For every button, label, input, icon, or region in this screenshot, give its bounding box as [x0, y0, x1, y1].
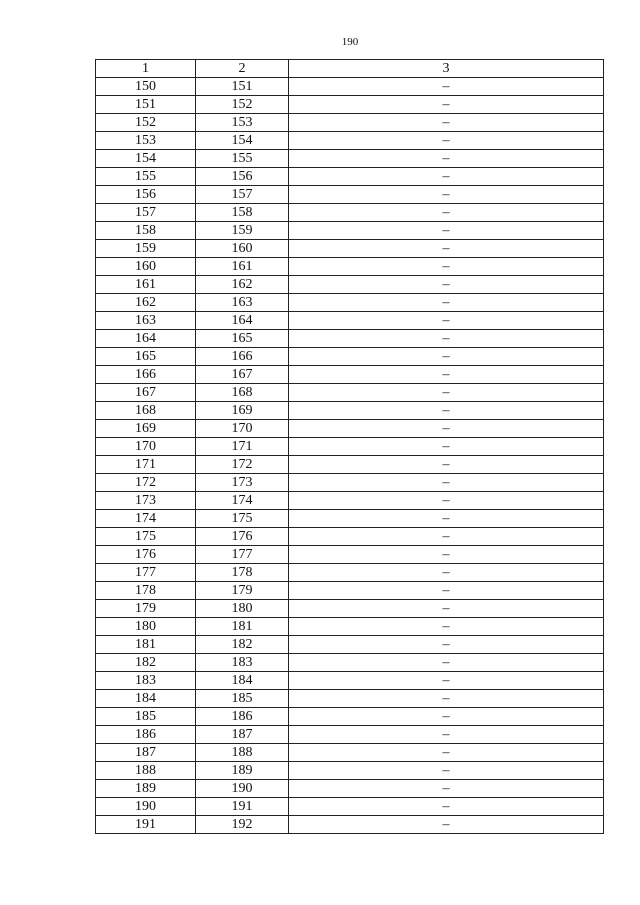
- table-cell-col-2: 173: [196, 474, 289, 492]
- table-cell-col-2: 166: [196, 348, 289, 366]
- table-cell-col-3: –: [289, 744, 604, 762]
- table-cell-col-3: –: [289, 222, 604, 240]
- table-cell-col-1: 160: [96, 258, 196, 276]
- table-cell-col-3: –: [289, 510, 604, 528]
- table-row: [96, 798, 604, 816]
- table-row: [96, 438, 604, 456]
- table-cell-col-1: 155: [96, 168, 196, 186]
- table-cell-col-1: 167: [96, 384, 196, 402]
- table-cell-col-1: 152: [96, 114, 196, 132]
- table-cell-col-2: 169: [196, 402, 289, 420]
- table-row: [96, 690, 604, 708]
- table-cell-col-2: 184: [196, 672, 289, 690]
- table-row: [96, 222, 604, 240]
- table-cell-col-3: –: [289, 600, 604, 618]
- table-cell-col-1: 150: [96, 78, 196, 96]
- table-cell-col-3: –: [289, 186, 604, 204]
- table-cell-col-3: –: [289, 690, 604, 708]
- table-cell-col-2: 158: [196, 204, 289, 222]
- table-cell-col-2: 174: [196, 492, 289, 510]
- table-cell-col-1: 181: [96, 636, 196, 654]
- table-row: [96, 366, 604, 384]
- table-row: [96, 726, 604, 744]
- table-cell-col-3: –: [289, 492, 604, 510]
- table-cell-col-3: –: [289, 330, 604, 348]
- table-cell-col-1: 165: [96, 348, 196, 366]
- table-cell-col-2: 178: [196, 564, 289, 582]
- table-row: [96, 402, 604, 420]
- column-header-2: 2: [196, 60, 289, 78]
- table-row: [96, 528, 604, 546]
- table-cell-col-1: 183: [96, 672, 196, 690]
- table-row: [96, 582, 604, 600]
- table-row: [96, 132, 604, 150]
- table-cell-col-1: 171: [96, 456, 196, 474]
- table-cell-col-3: –: [289, 582, 604, 600]
- table-cell-col-3: –: [289, 546, 604, 564]
- table-cell-col-3: –: [289, 762, 604, 780]
- table-row: [96, 654, 604, 672]
- table-cell-col-3: –: [289, 636, 604, 654]
- table-cell-col-3: –: [289, 672, 604, 690]
- table-cell-col-2: 163: [196, 294, 289, 312]
- table-cell-col-2: 168: [196, 384, 289, 402]
- table-cell-col-2: 156: [196, 168, 289, 186]
- table-cell-col-3: –: [289, 132, 604, 150]
- table-cell-col-3: –: [289, 528, 604, 546]
- table-cell-col-3: –: [289, 240, 604, 258]
- table-row: [96, 546, 604, 564]
- table-header: [96, 60, 604, 78]
- table-cell-col-2: 171: [196, 438, 289, 456]
- table-cell-col-3: –: [289, 708, 604, 726]
- table-cell-col-2: 164: [196, 312, 289, 330]
- table-row: [96, 204, 604, 222]
- table-cell-col-1: 166: [96, 366, 196, 384]
- table-row: [96, 384, 604, 402]
- table-cell-col-1: 157: [96, 204, 196, 222]
- table-cell-col-3: –: [289, 474, 604, 492]
- table-cell-col-3: –: [289, 96, 604, 114]
- table-cell-col-3: –: [289, 168, 604, 186]
- table-cell-col-2: 176: [196, 528, 289, 546]
- table-cell-col-1: 186: [96, 726, 196, 744]
- table-cell-col-1: 161: [96, 276, 196, 294]
- table-cell-col-3: –: [289, 114, 604, 132]
- table-cell-col-1: 170: [96, 438, 196, 456]
- table-cell-col-1: 174: [96, 510, 196, 528]
- table-row: [96, 114, 604, 132]
- table-cell-col-1: 159: [96, 240, 196, 258]
- data-table: [95, 59, 604, 834]
- page-number: 190: [341, 36, 359, 48]
- table-cell-col-3: –: [289, 402, 604, 420]
- table-body: [96, 78, 604, 834]
- table-cell-col-1: 158: [96, 222, 196, 240]
- table-cell-col-2: 186: [196, 708, 289, 726]
- table-cell-col-2: 190: [196, 780, 289, 798]
- table-cell-col-1: 178: [96, 582, 196, 600]
- table-row: [96, 708, 604, 726]
- table-cell-col-2: 153: [196, 114, 289, 132]
- column-header-1: 1: [96, 60, 196, 78]
- table-cell-col-2: 165: [196, 330, 289, 348]
- table-cell-col-2: 167: [196, 366, 289, 384]
- table-cell-col-2: 159: [196, 222, 289, 240]
- table-row: [96, 96, 604, 114]
- table-cell-col-1: 151: [96, 96, 196, 114]
- table-cell-col-2: 187: [196, 726, 289, 744]
- table-cell-col-2: 181: [196, 618, 289, 636]
- table-cell-col-2: 155: [196, 150, 289, 168]
- table-cell-col-3: –: [289, 366, 604, 384]
- table-cell-col-3: –: [289, 204, 604, 222]
- table-cell-col-1: 190: [96, 798, 196, 816]
- table-row: [96, 816, 604, 834]
- table-cell-col-1: 189: [96, 780, 196, 798]
- table-row: [96, 420, 604, 438]
- table-cell-col-3: –: [289, 816, 604, 834]
- table-cell-col-1: 175: [96, 528, 196, 546]
- table-cell-col-3: –: [289, 420, 604, 438]
- table-cell-col-3: –: [289, 564, 604, 582]
- column-header-3: 3: [289, 60, 604, 78]
- table-cell-col-2: 185: [196, 690, 289, 708]
- table-row: [96, 510, 604, 528]
- table-cell-col-2: 172: [196, 456, 289, 474]
- table-row: [96, 186, 604, 204]
- table-row: [96, 150, 604, 168]
- table-cell-col-2: 151: [196, 78, 289, 96]
- table-cell-col-2: 188: [196, 744, 289, 762]
- table-cell-col-1: 185: [96, 708, 196, 726]
- table-cell-col-2: 162: [196, 276, 289, 294]
- table-row: [96, 780, 604, 798]
- table-cell-col-1: 177: [96, 564, 196, 582]
- table-cell-col-1: 168: [96, 402, 196, 420]
- table-cell-col-1: 182: [96, 654, 196, 672]
- table-cell-col-2: 183: [196, 654, 289, 672]
- table-cell-col-3: –: [289, 384, 604, 402]
- table-cell-col-3: –: [289, 150, 604, 168]
- table-row: [96, 276, 604, 294]
- table-row: [96, 348, 604, 366]
- table-cell-col-3: –: [289, 798, 604, 816]
- table-row: [96, 294, 604, 312]
- table-cell-col-2: 157: [196, 186, 289, 204]
- table-cell-col-2: 182: [196, 636, 289, 654]
- table-cell-col-1: 179: [96, 600, 196, 618]
- table-cell-col-2: 179: [196, 582, 289, 600]
- table-cell-col-2: 191: [196, 798, 289, 816]
- table-cell-col-1: 163: [96, 312, 196, 330]
- table-cell-col-2: 192: [196, 816, 289, 834]
- table-cell-col-3: –: [289, 726, 604, 744]
- table-row: [96, 564, 604, 582]
- table-cell-col-2: 177: [196, 546, 289, 564]
- table-row: [96, 600, 604, 618]
- table-cell-col-3: –: [289, 456, 604, 474]
- table-cell-col-3: –: [289, 780, 604, 798]
- table-row: [96, 492, 604, 510]
- table-row: [96, 78, 604, 96]
- table-cell-col-1: 169: [96, 420, 196, 438]
- table-cell-col-2: 175: [196, 510, 289, 528]
- table-row: [96, 258, 604, 276]
- table-cell-col-1: 188: [96, 762, 196, 780]
- table-cell-col-1: 154: [96, 150, 196, 168]
- table-cell-col-3: –: [289, 654, 604, 672]
- table-cell-col-1: 180: [96, 618, 196, 636]
- table-row: [96, 474, 604, 492]
- table-cell-col-3: –: [289, 618, 604, 636]
- table-row: [96, 672, 604, 690]
- table-row: [96, 762, 604, 780]
- table-cell-col-2: 189: [196, 762, 289, 780]
- table-cell-col-2: 170: [196, 420, 289, 438]
- table-cell-col-3: –: [289, 78, 604, 96]
- table-cell-col-2: 161: [196, 258, 289, 276]
- table-row: [96, 744, 604, 762]
- table-cell-col-1: 153: [96, 132, 196, 150]
- table-cell-col-2: 152: [196, 96, 289, 114]
- table-cell-col-3: –: [289, 348, 604, 366]
- table-row: [96, 618, 604, 636]
- table-row: [96, 636, 604, 654]
- table-cell-col-3: –: [289, 276, 604, 294]
- table-cell-col-3: –: [289, 258, 604, 276]
- table-row: [96, 456, 604, 474]
- table-cell-col-1: 187: [96, 744, 196, 762]
- table-cell-col-3: –: [289, 438, 604, 456]
- table-cell-col-1: 191: [96, 816, 196, 834]
- table-cell-col-3: –: [289, 294, 604, 312]
- table-cell-col-2: 154: [196, 132, 289, 150]
- table-cell-col-1: 184: [96, 690, 196, 708]
- table-cell-col-1: 173: [96, 492, 196, 510]
- table-cell-col-1: 172: [96, 474, 196, 492]
- table-cell-col-1: 164: [96, 330, 196, 348]
- table-row: [96, 330, 604, 348]
- table-cell-col-2: 180: [196, 600, 289, 618]
- table-row: [96, 168, 604, 186]
- table-cell-col-1: 162: [96, 294, 196, 312]
- header-row: [96, 60, 604, 78]
- table-row: [96, 240, 604, 258]
- table-cell-col-1: 156: [96, 186, 196, 204]
- table-cell-col-1: 176: [96, 546, 196, 564]
- table-cell-col-3: –: [289, 312, 604, 330]
- table-row: [96, 312, 604, 330]
- table-cell-col-2: 160: [196, 240, 289, 258]
